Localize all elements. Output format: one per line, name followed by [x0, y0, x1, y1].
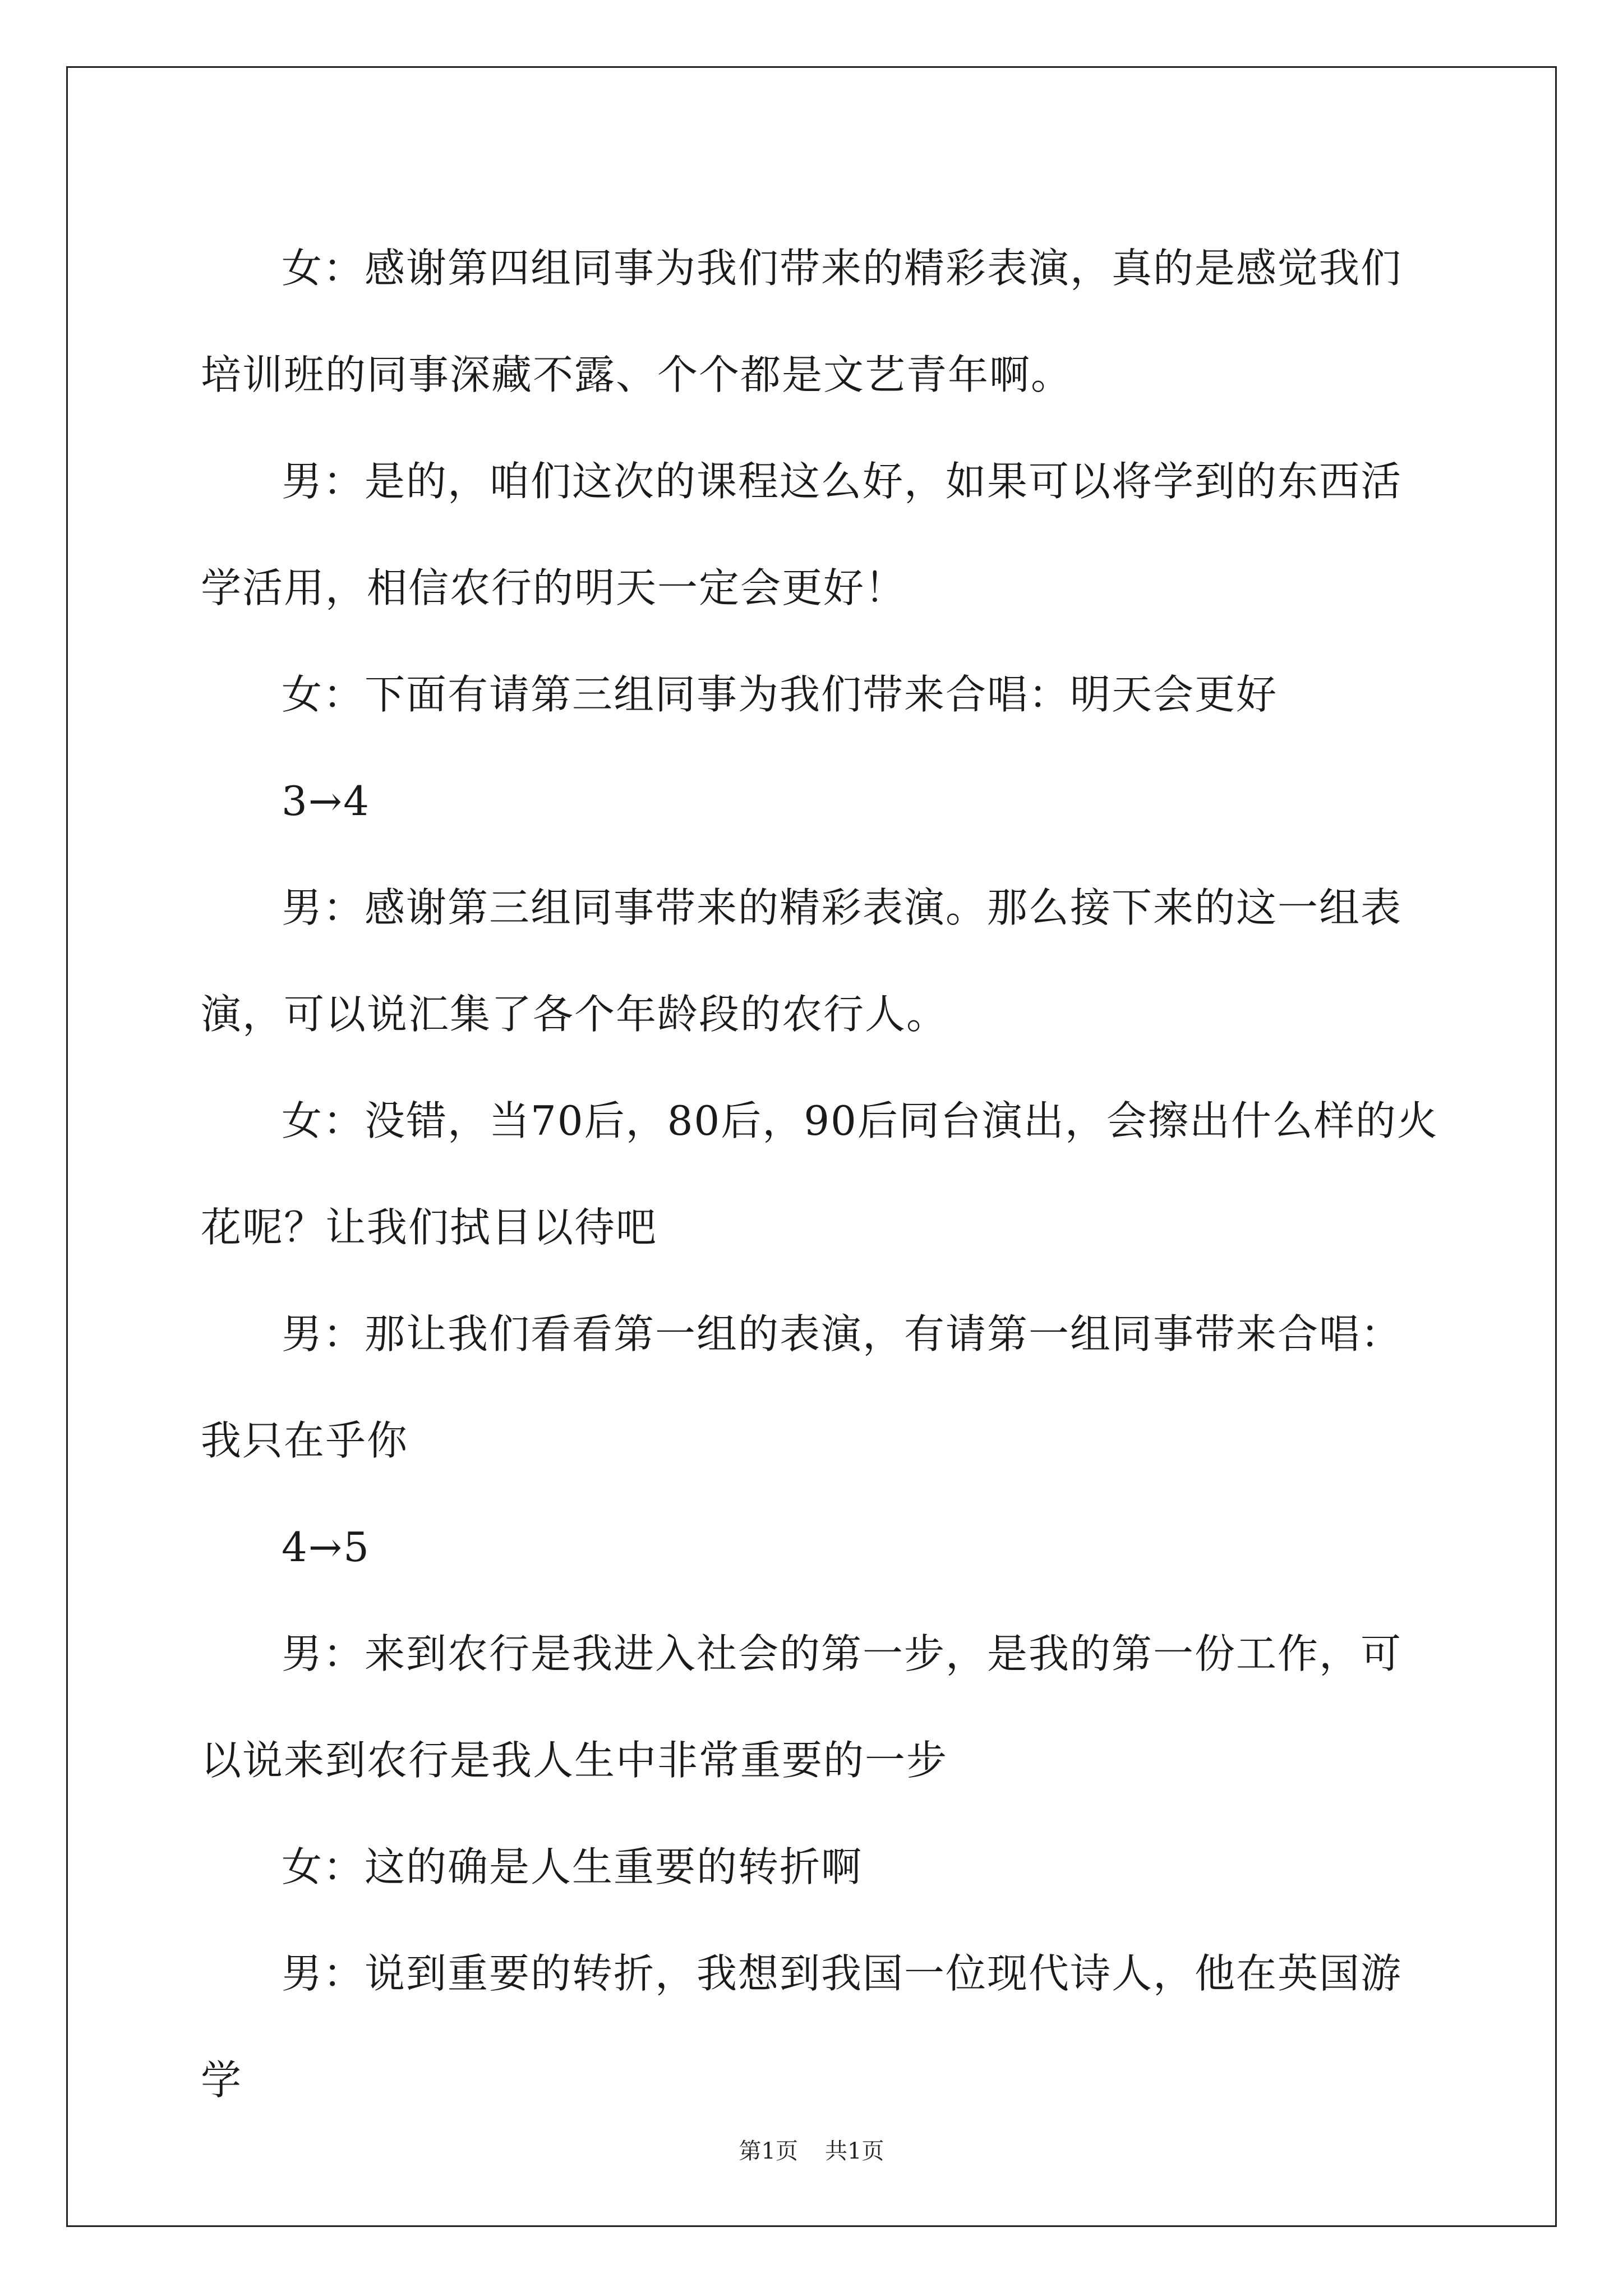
paragraph: 女：这的确是人生重要的转折啊 [282, 1843, 863, 1890]
page-number-total: 共1页 [825, 2138, 884, 2164]
paragraph: 男：感谢第三组同事带来的精彩表演。那么接下来的这一组表演，可以说汇集了各个年龄段的农行人。 [201, 884, 1403, 1038]
page-footer [0, 2133, 1623, 2165]
paragraph: 男：那让我们看看第一组的表演，有请第一组同事带来合唱：我只在乎你 [201, 1310, 1403, 1464]
page-number-current: 第1页 [739, 2138, 798, 2164]
paragraph: 男：说到重要的转折，我想到我国一位现代诗人，他在英国游学 [201, 1950, 1403, 2104]
paragraph: 女：感谢第四组同事为我们带来的精彩表演，真的是感觉我们培训班的同事深藏不露、个个都是文艺青年啊。 [201, 245, 1403, 398]
document-body [201, 215, 1440, 2133]
section-marker: 3→4 [282, 777, 370, 825]
paragraph: 男：是的，咱们这次的课程这么好，如果可以将学到的东西活学活用，相信农行的明天一定会更好！ [201, 458, 1403, 611]
paragraph: 女：下面有请第三组同事为我们带来合唱：明天会更好 [282, 671, 1278, 718]
paragraph: 男：来到农行是我进入社会的第一步，是我的第一份工作，可以说来到农行是我人生中非常重要的一步 [201, 1630, 1403, 1784]
section-marker: 4→5 [282, 1524, 370, 1571]
paragraph: 女：没错，当70后，80后，90后同台演出，会擦出什么样的火花呢？让我们拭目以待吧 [201, 1097, 1438, 1251]
